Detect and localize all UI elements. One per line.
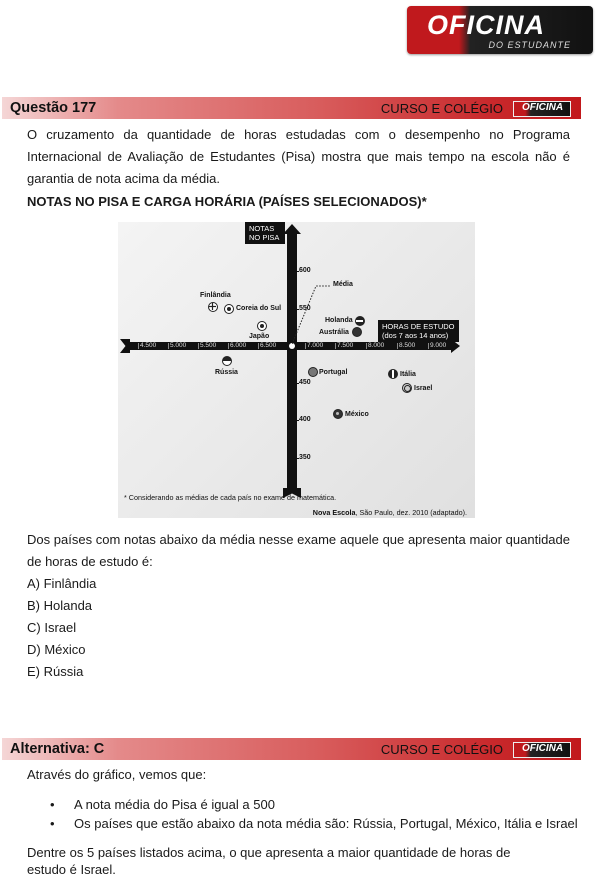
label-mexico: México (345, 411, 369, 418)
y-tick: 450 (299, 379, 311, 386)
x-tick: 7.000 (307, 342, 324, 349)
mini-logo (513, 101, 571, 117)
x-tick: 5.500 (200, 342, 217, 349)
question-header-bar (2, 97, 581, 119)
label-finlandia: Finlândia (200, 292, 231, 299)
y-axis-label: NOTAS NO PISA (245, 222, 285, 244)
course-label: CURSO E COLÉGIO (380, 742, 503, 757)
answer-bullet (50, 816, 578, 831)
source-details: , São Paulo, dez. 2010 (adaptado). (355, 508, 467, 517)
option-b: B) Holanda (27, 598, 93, 613)
question-prompt: Dos países com notas abaixo da média nesse exame aquele que apresenta maior quantidade de horas de estudo é: (27, 532, 570, 569)
y-axis (287, 230, 297, 492)
marker-portugal-icon (308, 367, 318, 377)
marker-russia-icon (222, 356, 232, 366)
y-tick: 400 (299, 416, 311, 423)
mini-logo (513, 742, 571, 758)
answer-bullet (50, 797, 275, 812)
bullet-text: A nota média do Pisa é igual a 500 (74, 797, 275, 812)
x-tick: 6.500 (260, 342, 277, 349)
marker-israel-icon (402, 383, 412, 393)
y-axis-arrow-icon (283, 224, 301, 234)
marker-japao-icon (257, 321, 267, 331)
label-coreia-do-sul: Coreia do Sul (236, 305, 282, 312)
x-tick: 6.000 (230, 342, 247, 349)
answer-header-bar (2, 738, 581, 760)
x-tick: 4.500 (140, 342, 157, 349)
y-tick: 550 (299, 305, 311, 312)
chart-heading: NOTAS NO PISA E CARGA HORÁRIA (PAÍSES SELECIONADOS)* (27, 194, 427, 209)
marker-australia-icon (352, 327, 362, 337)
x-tick: 8.500 (399, 342, 416, 349)
y-tick: 350 (299, 454, 311, 461)
option-d: D) México (27, 642, 86, 657)
bullet-text: Os países que estão abaixo da nota média são: Rússia, Portugal, México, Itália e Israel (74, 816, 578, 831)
option-a: A) Finlândia (27, 576, 97, 591)
marker-coreia-icon (224, 304, 234, 314)
label-japao: Japão (249, 333, 270, 340)
x-axis-label-line2: (dos 7 aos 14 anos) (382, 331, 449, 340)
marker-holanda-icon (355, 316, 365, 326)
x-axis-label-line1: HORAS DE ESTUDO (382, 322, 455, 331)
oficina-logo (407, 6, 593, 54)
media-label: Média (333, 281, 353, 288)
logo-wordmark: OFICINA (427, 10, 545, 40)
question-number: Questão 177 (10, 100, 97, 116)
x-axis-label (378, 320, 459, 342)
x-tick: 7.500 (337, 342, 354, 349)
x-tick: 5.000 (170, 342, 187, 349)
chart-footnote: * Considerando as médias de cada país no exame de matemática. (124, 493, 337, 502)
marker-italia-icon (388, 369, 398, 379)
logo-subtitle: DO ESTUDANTE (488, 40, 571, 50)
bullet-icon: • (50, 797, 55, 812)
option-c: C) Israel (27, 620, 77, 635)
answer-intro: Através do gráfico, vemos que: (27, 767, 207, 782)
answer-conclusion: Dentre os 5 países listados acima, o que apresenta a maior quantidade de horas de estudo é Israel. (27, 845, 511, 877)
source-publication: Nova Escola (312, 508, 356, 517)
label-russia: Rússia (215, 369, 238, 376)
marker-mexico-icon (333, 409, 343, 419)
label-portugal: Portugal (319, 369, 348, 376)
chart-source (313, 508, 467, 517)
marker-finlandia-icon (208, 302, 218, 312)
x-tick: 9.000 (430, 342, 447, 349)
bullet-icon: • (50, 816, 55, 831)
option-e: E) Rússia (27, 664, 84, 679)
label-holanda: Holanda (325, 317, 353, 324)
answer-title: Alternativa: C (10, 741, 105, 757)
course-label: CURSO E COLÉGIO (380, 101, 503, 116)
pisa-chart (118, 222, 475, 518)
y-tick: 600 (299, 267, 311, 274)
label-israel: Israel (414, 385, 433, 392)
question-intro: O cruzamento da quantidade de horas estudadas com o desempenho no Programa Internacional de Avaliação de Estudantes (Pisa) mostra que mais tempo na escola não é garantia de nota acima da média. (27, 127, 570, 186)
label-italia: Itália (400, 371, 416, 378)
label-australia: Austrália (319, 329, 349, 336)
mini-logo-text: OFICINA (522, 743, 564, 754)
x-tick: 8.000 (368, 342, 385, 349)
mini-logo-text: OFICINA (522, 102, 564, 113)
